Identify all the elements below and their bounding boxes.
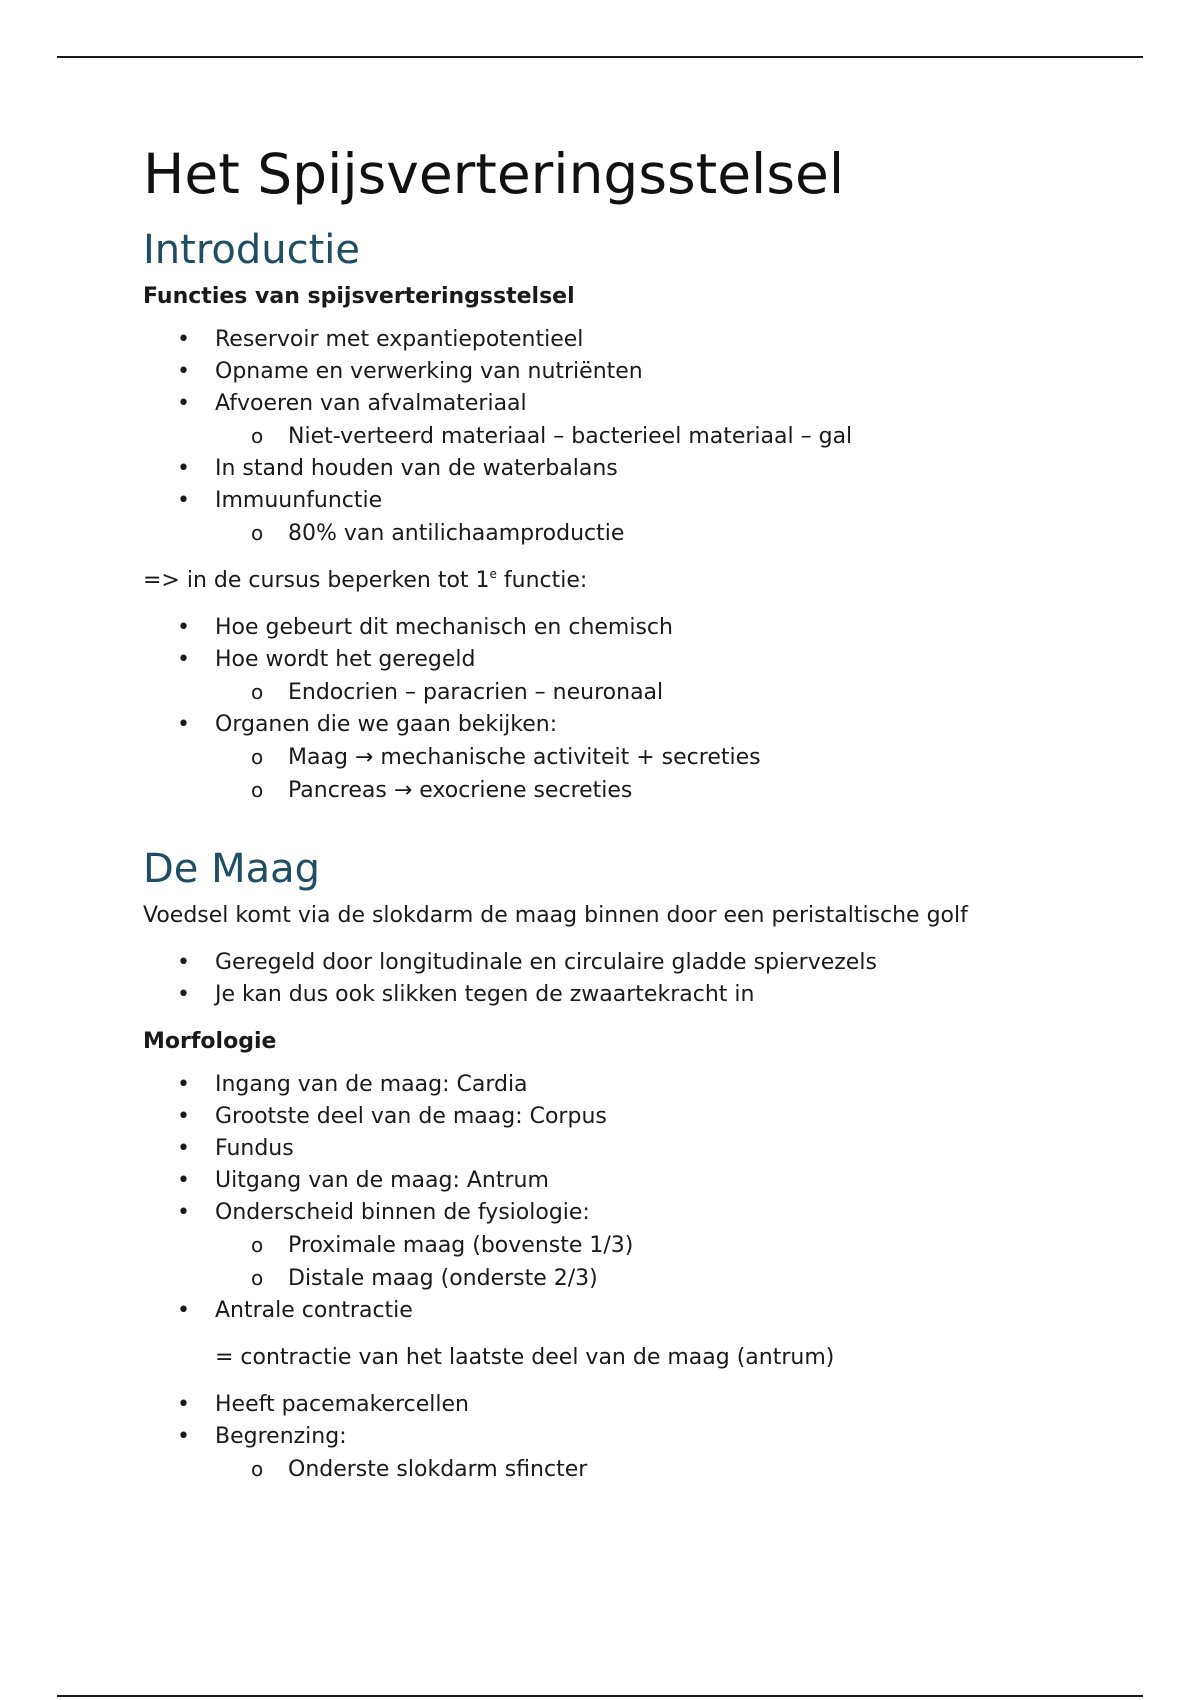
list-item: • Organen die we gaan bekijken: — [143, 709, 1103, 741]
maag-list — [143, 947, 1103, 1011]
list-item: • Opname en verwerking van nutriënten — [143, 356, 1103, 388]
list-item: • Reservoir met expantiepotentieel — [143, 324, 1103, 356]
bullet-icon: • — [177, 1104, 190, 1129]
maag-intro-text: Voedsel komt via de slokdarm de maag binnen door een peristaltische golf — [143, 903, 968, 928]
sub-bullet-icon: o — [251, 1233, 264, 1257]
bullet-icon: • — [177, 615, 190, 640]
section-heading-introductie: Introductie — [143, 227, 361, 273]
bullet-icon: • — [177, 1298, 190, 1323]
bullet-icon: • — [177, 647, 190, 672]
bullet-icon: • — [177, 982, 190, 1007]
document-body — [143, 138, 1103, 1486]
sub-bullet-icon: o — [251, 521, 264, 545]
morfologie-list-continued — [143, 1389, 1103, 1486]
list-item: • Ingang van de maag: Cardia — [143, 1069, 1103, 1101]
sub-list-item: o Pancreas → exocriene secreties — [143, 774, 1103, 807]
subheading-functies: Functies van spijsverteringsstelsel — [143, 284, 575, 309]
bullet-icon: • — [177, 1136, 190, 1161]
bullet-icon: • — [177, 1072, 190, 1097]
list-item: • Antrale contractie — [143, 1295, 1103, 1327]
list-item: • Hoe wordt het geregeld — [143, 644, 1103, 676]
footer-rule — [57, 1695, 1143, 1697]
list-item: • Fundus — [143, 1133, 1103, 1165]
list-item: • Grootste deel van de maag: Corpus — [143, 1101, 1103, 1133]
sub-bullet-icon: o — [251, 745, 264, 769]
list-item: • Uitgang van de maag: Antrum — [143, 1165, 1103, 1197]
list-item: • Afvoeren van afvalmateriaal — [143, 388, 1103, 420]
sub-bullet-icon: o — [251, 1266, 264, 1290]
sub-bullet-icon: o — [251, 778, 264, 802]
list-item: • Begrenzing: — [143, 1421, 1103, 1453]
bullet-icon: • — [177, 950, 190, 975]
bullet-icon: • — [177, 456, 190, 481]
sub-bullet-icon: o — [251, 1457, 264, 1481]
bullet-icon: • — [177, 1168, 190, 1193]
list-item: • Geregeld door longitudinale en circulaire gladde spiervezels — [143, 947, 1103, 979]
section-heading-de-maag: De Maag — [143, 846, 321, 892]
sub-list-item: o Distale maag (onderste 2/3) — [143, 1262, 1103, 1295]
morfologie-list — [143, 1069, 1103, 1327]
functies-list — [143, 324, 1103, 550]
bullet-icon: • — [177, 391, 190, 416]
sub-list-item: o Onderste slokdarm sfincter — [143, 1453, 1103, 1486]
sub-list-item: o Endocrien – paracrien – neuronaal — [143, 676, 1103, 709]
bullet-icon: • — [177, 1424, 190, 1449]
list-item: • Onderscheid binnen de fysiologie: — [143, 1197, 1103, 1229]
sub-list-item: o Niet-verteerd materiaal – bacterieel materiaal – gal — [143, 420, 1103, 453]
list-item: • Immuunfunctie — [143, 485, 1103, 517]
bullet-icon: • — [177, 1392, 190, 1417]
sub-list-item: o 80% van antilichaamproductie — [143, 517, 1103, 550]
bullet-icon: • — [177, 1200, 190, 1225]
subheading-morfologie: Morfologie — [143, 1029, 277, 1054]
scope-list — [143, 612, 1103, 807]
list-item: • Heeft pacemakercellen — [143, 1389, 1103, 1421]
sub-bullet-icon: o — [251, 680, 264, 704]
antrale-definition: = contractie van het laatste deel van de maag (antrum) — [215, 1345, 835, 1370]
list-item: • Je kan dus ook slikken tegen de zwaartekracht in — [143, 979, 1103, 1011]
sub-bullet-icon: o — [251, 424, 264, 448]
header-rule — [57, 56, 1143, 58]
bullet-icon: • — [177, 712, 190, 737]
list-item: • Hoe gebeurt dit mechanisch en chemisch — [143, 612, 1103, 644]
sub-list-item: o Maag → mechanische activiteit + secreties — [143, 741, 1103, 774]
bullet-icon: • — [177, 359, 190, 384]
bullet-icon: • — [177, 327, 190, 352]
bullet-icon: • — [177, 488, 190, 513]
sub-list-item: o Proximale maag (bovenste 1/3) — [143, 1229, 1103, 1262]
course-scope-note: => in de cursus beperken tot 1e functie: — [143, 567, 588, 593]
page-title: Het Spijsverteringsstelsel — [143, 142, 845, 206]
list-item: • In stand houden van de waterbalans — [143, 453, 1103, 485]
